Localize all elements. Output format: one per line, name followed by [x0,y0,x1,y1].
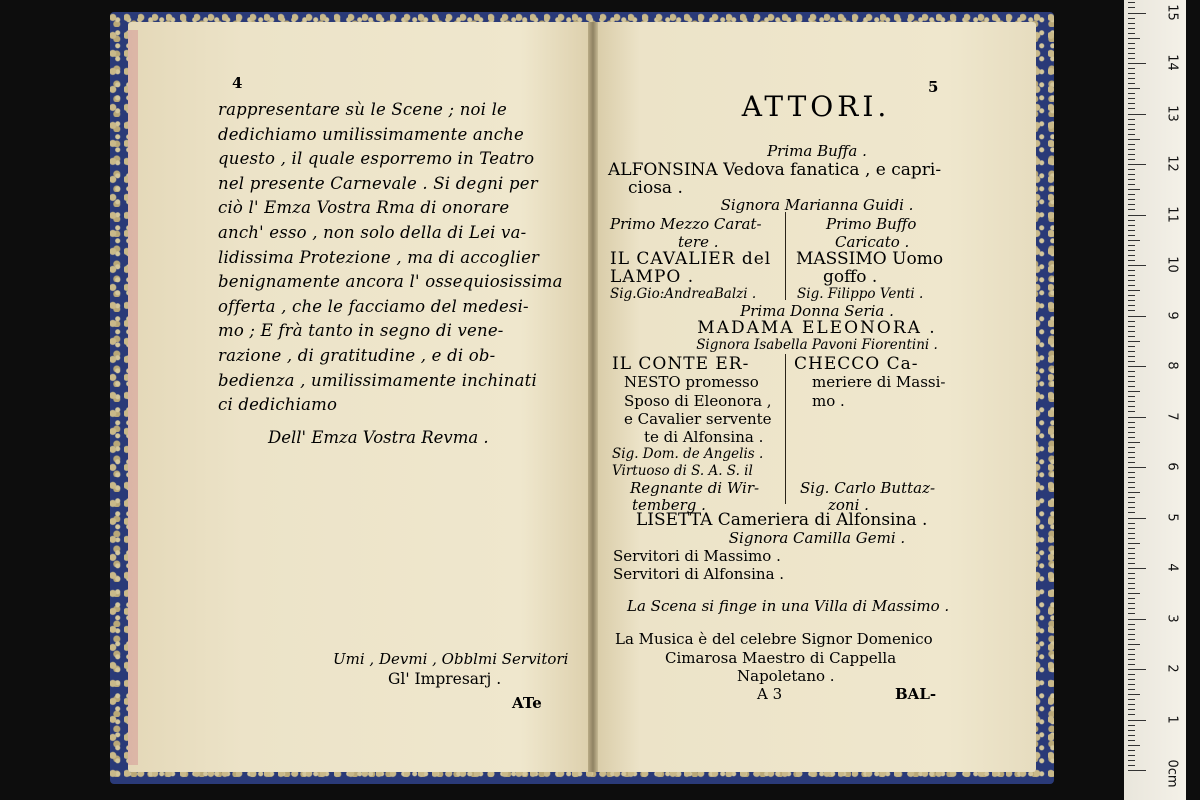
ruler-tick [1128,649,1135,650]
ruler-tick [1128,225,1135,226]
singer-name: Sig. Filippo Venti . [797,286,924,302]
ruler-label: 6 [1164,462,1180,471]
text-line: questo , il quale esporremo in Teatro [218,149,535,169]
character-name: LAMPO . [610,267,695,287]
ruler-tick [1128,361,1135,362]
book-photo: 4 rappresentare sù le Scene ; noi le dedichiamo umilissimamente anche questo , il quale esporremo in Teatro nel presente Carnevale . Si degni per ciò l' Emza Vostra Rma di onorare anch' esso , non solo della di Lei va- lidissima Protezione , ma di accoglier benignamente ancora l' ossequiosissima offerta , che le facciamo del medesi- mo ; E frà tanto in segno di vene- razione , di gratitudine , e di ob- bedienza , umilissimamente inchinati ci dedichiamo Dell' Emza Vostra Revma . Umi , Devmi , Obblmi Servitori Gl' Impresarj . ATe 5 ATTORI. Prima Buffa . ALFONSINA Vedova fanatica , e capri- ciosa . Signora Marianna Guidi . Primo Mezzo Carat- tere . Primo Buffo Caricato . IL CAVALIER del LAMPO . Sig.Gio:AndreaBalzi . MASSIMO Uomo goffo . Sig. Filippo Venti . Prima Donna Seria . MADAMA ELEONORA . Signora Isabella Pavoni Fiorentini . IL CONTE ER- NESTO promesso Sposo di Eleonora , e Cavalier servente te di Alfonsina . Sig. Dom. de Angelis . Virtuoso di S. A. S. il Regnante di Wir- temberg . CHECCO Ca- meriere di Massi- mo . Sig. Carlo Buttaz- zoni . LISETTA Cameriera di Alfonsina . Signora Camilla Gemi . Servitori di Massimo . Servitori di Alfonsina . La Scena si finge in una Villa di Massimo . La Musica è del celebre Signor Domenico Cimarosa Maestro di Cappella Napoletano . A 3 BAL- 0cm 1 2 3 4 5 6 7 8 9 10 11 12 13 14 15 [0,0,1200,800]
ruler-tick [1128,199,1135,200]
ruler-tick [1128,725,1135,726]
ruler-tick [1128,558,1135,559]
ruler-tick [1128,639,1135,640]
character-name: IL CONTE ER- [612,354,750,374]
ruler-tick [1128,366,1146,367]
ruler-label: 13 [1164,104,1180,122]
role-heading: Primo Buffo [826,215,917,233]
ruler-tick [1128,442,1140,443]
ruler-label: 9 [1164,310,1180,320]
ruler-tick [1128,93,1135,94]
character-desc: e Cavalier servente [624,410,772,428]
ruler-tick [1128,184,1135,185]
ruler-tick [1128,578,1135,579]
ruler-tick [1128,285,1135,286]
role-heading: Caricato . [835,233,910,251]
ruler-tick [1128,346,1135,347]
text-line: dedichiamo umilissimamente anche [218,124,524,144]
catchword: ATe [512,694,542,712]
ruler-label: 5 [1164,512,1180,522]
ruler-tick [1128,502,1135,503]
ruler-tick [1128,23,1135,24]
signature-mark: A 3 [757,685,783,703]
role-heading: Primo Mezzo Carat- [610,215,762,233]
ruler-tick [1128,608,1135,609]
ruler-label: 2 [1164,664,1180,673]
ruler-tick [1128,174,1135,175]
ruler-tick [1128,760,1135,761]
ruler-tick [1128,129,1135,130]
ruler-tick [1128,321,1135,322]
ruler-tick [1128,679,1135,680]
text-line: lidissima Protezione , ma di accoglier [218,247,540,267]
ruler-tick [1128,411,1135,412]
character-desc: Sposo di Eleonora , [624,392,772,410]
ruler-tick [1128,295,1135,296]
text-line: nel presente Carnevale . Si degni per [218,173,538,193]
scene-note: La Scena si finge in una Villa di Massimo . [627,597,950,615]
ruler-tick [1128,204,1135,205]
ruler-tick [1128,376,1135,377]
ruler-tick [1128,422,1135,423]
ruler-tick [1128,164,1146,165]
ruler-tick [1128,755,1135,756]
text-line: razione , di gratitudine , e di ob- [218,345,496,365]
ruler-tick [1128,417,1146,418]
character-desc: mo . [812,392,845,410]
ruler-tick [1128,765,1135,766]
ruler-tick [1128,28,1135,29]
signature-line: Gl' Impresarj . [388,670,502,688]
ruler-tick [1128,613,1135,614]
character-name: MASSIMO Uomo [796,249,944,269]
ruler-tick [1128,593,1140,594]
ruler-tick [1128,326,1135,327]
ruler-tick [1128,619,1146,620]
ruler-tick [1128,624,1135,625]
ruler-tick [1128,548,1135,549]
ruler-tick [1128,745,1140,746]
ruler-tick [1128,2,1135,3]
ruler-tick [1128,114,1146,115]
ruler-tick [1128,124,1135,125]
right-page-number: 5 [928,78,939,96]
ruler-tick [1128,316,1146,317]
ruler-tick [1128,512,1135,513]
ruler-tick [1128,230,1135,231]
ruler-tick [1128,255,1135,256]
ruler-tick [1128,750,1135,751]
ruler-tick [1128,270,1135,271]
ruler-tick [1128,598,1135,599]
ruler-tick [1128,735,1135,736]
ruler-tick [1128,401,1135,402]
ruler-label: 7 [1164,411,1180,421]
ruler-tick [1128,452,1135,453]
ruler-tick [1128,305,1135,306]
ruler-tick [1128,220,1135,221]
ruler-tick [1128,275,1135,276]
dedication-text [218,100,578,420]
ruler-tick [1128,709,1135,710]
ruler-tick [1128,477,1135,478]
ruler-tick [1128,386,1135,387]
character-name: NESTO promesso [624,373,759,391]
ruler-tick [1128,300,1135,301]
ruler-tick [1128,563,1135,564]
ruler-tick [1128,245,1135,246]
music-credit: Napoletano . [737,667,835,685]
singer-desc: temberg . [632,496,706,514]
signature-line: Umi , Devmi , Obblmi Servitori [333,650,569,668]
ruler-tick [1128,487,1135,488]
ruler-tick [1128,573,1135,574]
ruler-tick [1128,770,1146,771]
ruler-label: 10 [1164,256,1180,273]
ruler-tick [1128,351,1135,352]
text-line: ci dedichiamo [218,395,338,415]
ruler-tick [1128,553,1135,554]
ruler-tick [1128,432,1135,433]
ruler-tick [1128,437,1135,438]
ruler-tick [1128,159,1135,160]
ruler-tick [1128,603,1135,604]
ruler-label: 12 [1164,155,1180,172]
ruler-tick [1128,73,1135,74]
ruler-tick [1128,7,1135,8]
ruler-tick [1128,528,1135,529]
ruler-tick [1128,538,1135,539]
ruler-tick [1128,83,1135,84]
closing-line: Dell' Emza Vostra Revma . [268,428,489,447]
ruler-tick [1128,396,1135,397]
column-divider [785,354,786,504]
singer-desc: Regnante di Wir- [630,479,760,497]
ruler-tick [1128,194,1135,195]
character-desc: te di Alfonsina . [644,428,764,446]
ruler-tick [1128,154,1135,155]
character-name: IL CAVALIER del [610,249,772,269]
ruler-tick [1128,341,1140,342]
ruler-tick [1128,462,1135,463]
left-page-number: 4 [232,74,243,92]
character-name: Servitori di Alfonsina . [613,565,785,583]
ruler-tick [1128,18,1135,19]
character-name: goffo . [823,267,878,287]
ruler-tick [1128,406,1135,407]
character-name: LISETTA Cameriera di Alfonsina . [636,510,928,530]
ruler-tick [1128,43,1135,44]
ruler-tick [1128,634,1135,635]
ruler-tick [1128,684,1135,685]
ruler-tick [1128,694,1140,695]
ruler-tick [1128,53,1135,54]
ruler-tick [1128,472,1135,473]
ruler-tick [1128,659,1135,660]
character-name: ciosa . [628,178,683,198]
ruler-label: 15 [1164,3,1180,21]
text-line: bedienza , umilissimamente inchinati [218,370,537,390]
ruler-tick [1128,88,1140,89]
ruler-tick [1128,467,1146,468]
ruler-tick [1128,447,1135,448]
ruler-tick [1128,568,1146,569]
singer-name: Sig.Gio:AndreaBalzi . [610,286,757,302]
ruler-tick [1128,523,1135,524]
character-name: ALFONSINA Vedova fanatica , e capri- [608,160,942,180]
singer-name: Sig. Dom. de Angelis . [612,446,764,462]
catchword: BAL- [895,685,937,703]
ruler-tick [1128,689,1135,690]
ruler-tick [1128,507,1135,508]
ruler-tick [1128,169,1135,170]
ruler-tick [1128,356,1135,357]
ruler-tick [1128,260,1135,261]
ruler-tick [1128,209,1135,210]
ruler-tick [1128,644,1140,645]
ruler-tick [1128,265,1146,266]
ruler-tick [1128,189,1140,190]
music-credit: La Musica è del celebre Signor Domenico [615,630,933,648]
character-name: CHECCO Ca- [794,354,919,374]
ruler-label: 0cm [1164,759,1180,788]
text-line: mo ; E frà tanto in segno di vene- [218,321,504,341]
text-line: rappresentare sù le Scene ; noi le [218,100,508,119]
ruler-tick [1128,63,1146,64]
ruler-tick [1128,492,1140,493]
ruler-label: 4 [1164,563,1180,572]
ruler-tick [1128,583,1135,584]
ruler-tick [1128,482,1135,483]
column-divider [785,212,786,300]
ruler-tick [1128,371,1135,372]
book-gutter [588,22,598,772]
ruler-tick [1128,674,1135,675]
text-line: offerta , che le facciamo del medesi- [218,296,529,316]
ruler-tick [1128,68,1135,69]
ruler-tick [1128,13,1146,14]
text-line: anch' esso , non solo della di Lei va- [218,222,527,242]
ruler-label: 11 [1164,205,1180,223]
ruler-tick [1128,457,1135,458]
ruler-tick [1128,310,1135,311]
ruler-tick [1128,714,1135,715]
ruler-label: 14 [1164,54,1180,71]
ruler-tick [1128,103,1135,104]
ruler-tick [1128,629,1135,630]
text-line: benignamente ancora l' ossequiosissima [218,272,563,292]
ruler-tick [1128,699,1135,700]
ruler-tick [1128,720,1146,721]
ruler-tick [1128,78,1135,79]
ruler-tick [1128,144,1135,145]
ruler-tick [1128,58,1135,59]
ruler-tick [1128,38,1140,39]
ruler-tick [1128,290,1140,291]
ruler-label: 8 [1164,361,1180,370]
ruler-tick [1128,336,1135,337]
ruler-tick [1128,654,1135,655]
ruler-tick [1128,543,1140,544]
singer-name: zoni . [828,496,869,514]
ruler-tick [1128,588,1135,589]
ruler-tick [1128,280,1135,281]
singer-name: Sig. Carlo Buttaz- [800,479,936,497]
ruler-tick [1128,427,1135,428]
ruler-tick [1128,518,1146,519]
ruler-tick [1128,730,1135,731]
ruler-tick [1128,179,1135,180]
ruler-tick [1128,215,1146,216]
ruler-label: 1 [1164,714,1180,724]
ruler-label: 3 [1164,613,1180,623]
singer-desc: Virtuoso di S. A. S. il [612,463,753,479]
ruler-tick [1128,240,1140,241]
page-title: ATTORI. [741,90,891,123]
ruler-tick [1128,704,1135,705]
page-edge [128,30,138,765]
ruler-tick [1128,33,1135,34]
ruler-tick [1128,740,1135,741]
ruler-tick [1128,391,1140,392]
ruler-tick [1128,235,1135,236]
ruler-tick [1128,497,1135,498]
music-credit: Cimarosa Maestro di Cappella [665,649,897,667]
text-line: ciò l' Emza Vostra Rma di onorare [218,198,510,218]
ruler-tick [1128,331,1135,332]
ruler-tick [1128,149,1135,150]
ruler-tick [1128,48,1135,49]
ruler-tick [1128,669,1146,670]
ruler-tick [1128,98,1135,99]
character-name: Servitori di Massimo . [613,547,781,565]
ruler-tick [1128,139,1140,140]
character-desc: meriere di Massi- [812,373,946,391]
ruler-tick [1128,108,1135,109]
ruler-tick [1128,119,1135,120]
ruler-tick [1128,250,1135,251]
ruler-tick [1128,533,1135,534]
role-heading: tere . [678,233,719,251]
ruler-tick [1128,381,1135,382]
ruler-tick [1128,134,1135,135]
ruler-tick [1128,664,1135,665]
